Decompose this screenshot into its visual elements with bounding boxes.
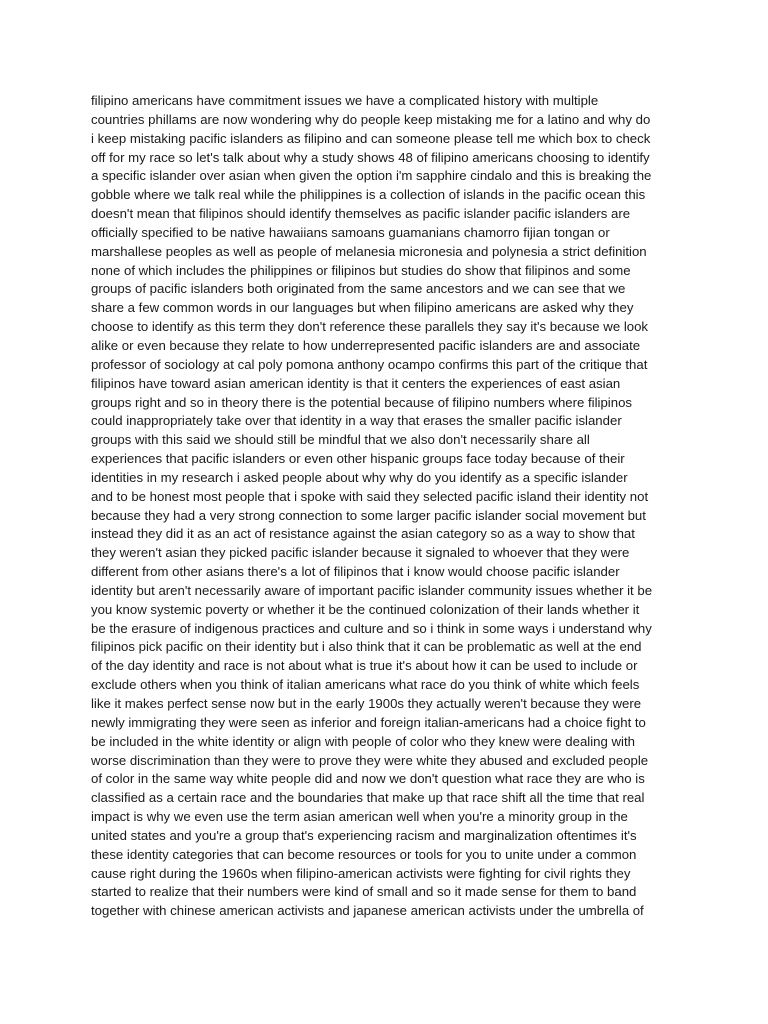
text-line: newly immigrating they were seen as inferior and foreign italian-americans had a choice fight to bbox=[91, 714, 646, 730]
text-line: identities in my research i asked people about why why do you identify as a specific islander bbox=[91, 469, 628, 485]
text-line: groups of pacific islanders both originated from the same ancestors and we can see that we bbox=[91, 281, 626, 297]
text-line: instead they did it as an act of resistance against the asian category so as a way to show that bbox=[91, 526, 635, 542]
text-line: they weren't asian they picked pacific islander because it signaled to whoever that they were bbox=[91, 545, 630, 561]
text-line: classified as a certain race and the boundaries that make up that race shift all the time that real bbox=[91, 790, 645, 806]
text-line: started to realize that their numbers were kind of small and so it made sense for them to band bbox=[91, 884, 637, 900]
text-line: united states and you're a group that's experiencing racism and marginalization oftentimes it's bbox=[91, 827, 637, 843]
text-line: you know systemic poverty or whether it be the continued colonization of their lands whether it bbox=[91, 601, 640, 617]
text-line: experiences that pacific islanders or even other hispanic groups face today because of their bbox=[91, 451, 625, 467]
text-line: off for my race so let's talk about why a study shows 48 of filipino americans choosing to identify bbox=[91, 149, 650, 165]
text-line: different from other asians there's a lot of filipinos that i know would choose pacific islander bbox=[91, 564, 620, 580]
text-line: and to be honest most people that i spoke with said they selected pacific island their identity not bbox=[91, 488, 649, 504]
text-line: countries phillams are now wondering why do people keep mistaking me for a latino and why do bbox=[91, 111, 651, 127]
text-line: be the erasure of indigenous practices and culture and so i think in some ways i understand why bbox=[91, 620, 652, 636]
text-line: alike or even because they relate to how underrepresented pacific islanders are and associate bbox=[91, 337, 641, 353]
text-line: groups right and so in theory there is the potential because of filipino numbers where filipinos bbox=[91, 394, 633, 410]
text-line: filipinos pick pacific on their identity but i also think that it can be problematic as well at the end bbox=[91, 639, 642, 655]
text-line: together with chinese american activists and japanese american activists under the umbrella of bbox=[91, 903, 644, 919]
text-line: professor of sociology at cal poly pomona anthony ocampo confirms this part of the critique that bbox=[91, 356, 648, 372]
text-line: officially specified to be native hawaiians samoans guamanians chamorro fijian tongan or bbox=[91, 224, 610, 240]
text-line: of color in the same way white people did and now we don't question what race they are who is bbox=[91, 771, 645, 787]
text-line: doesn't mean that filipinos should identify themselves as pacific islander pacific islanders are bbox=[91, 206, 631, 222]
text-line: choose to identify as this term they don't reference these parallels they say it's because we look bbox=[91, 319, 649, 335]
text-line: could inappropriately take over that identity in a way that erases the smaller pacific islander bbox=[91, 413, 622, 429]
text-line: of the day identity and race is not about what is true it's about how it can be used to include or bbox=[91, 658, 638, 674]
text-line: share a few common words in our languages but when filipino americans are asked why they bbox=[91, 300, 634, 316]
text-line: a specific islander over asian when given the option i'm sapphire cindalo and this is breaking the bbox=[91, 168, 652, 184]
text-line: cause right during the 1960s when filipino-american activists were fighting for civil rights they bbox=[91, 865, 631, 881]
text-line: be included in the white identity or align with people of color who they knew were dealing with bbox=[91, 733, 635, 749]
text-line: filipino americans have commitment issues we have a complicated history with multiple bbox=[91, 93, 599, 108]
text-line: like it makes perfect sense now but in the early 1900s they actually weren't because they were bbox=[91, 696, 642, 711]
text-line: impact is why we even use the term asian american well when you're a minority group in the bbox=[91, 809, 628, 825]
text-line: i keep mistaking pacific islanders as filipino and can someone please tell me which box to check bbox=[91, 130, 651, 146]
transcript-paragraph bbox=[91, 92, 691, 921]
text-line: filipinos have toward asian american identity is that it centers the experiences of east asian bbox=[91, 375, 621, 391]
text-line: exclude others when you think of italian americans what race do you think of white which feels bbox=[91, 677, 640, 693]
text-line: gobble where we talk real while the philippines is a collection of islands in the pacific ocean this bbox=[91, 187, 646, 203]
text-line: marshallese peoples as well as people of melanesia micronesia and polynesia a strict definition bbox=[91, 243, 647, 259]
text-line: none of which includes the philippines or filipinos but studies do show that filipinos and some bbox=[91, 262, 631, 278]
text-line: because they had a very strong connection to some larger pacific islander social movement but bbox=[91, 507, 646, 523]
text-line: identity but aren't necessarily aware of important pacific islander community issues whether it be bbox=[91, 582, 653, 598]
text-line: groups with this said we should still be mindful that we also don't necessarily share all bbox=[91, 432, 590, 448]
text-line: these identity categories that can become resources or tools for you to unite under a common bbox=[91, 846, 637, 862]
text-line: worse discrimination than they were to prove they were white they abused and excluded people bbox=[91, 752, 649, 768]
